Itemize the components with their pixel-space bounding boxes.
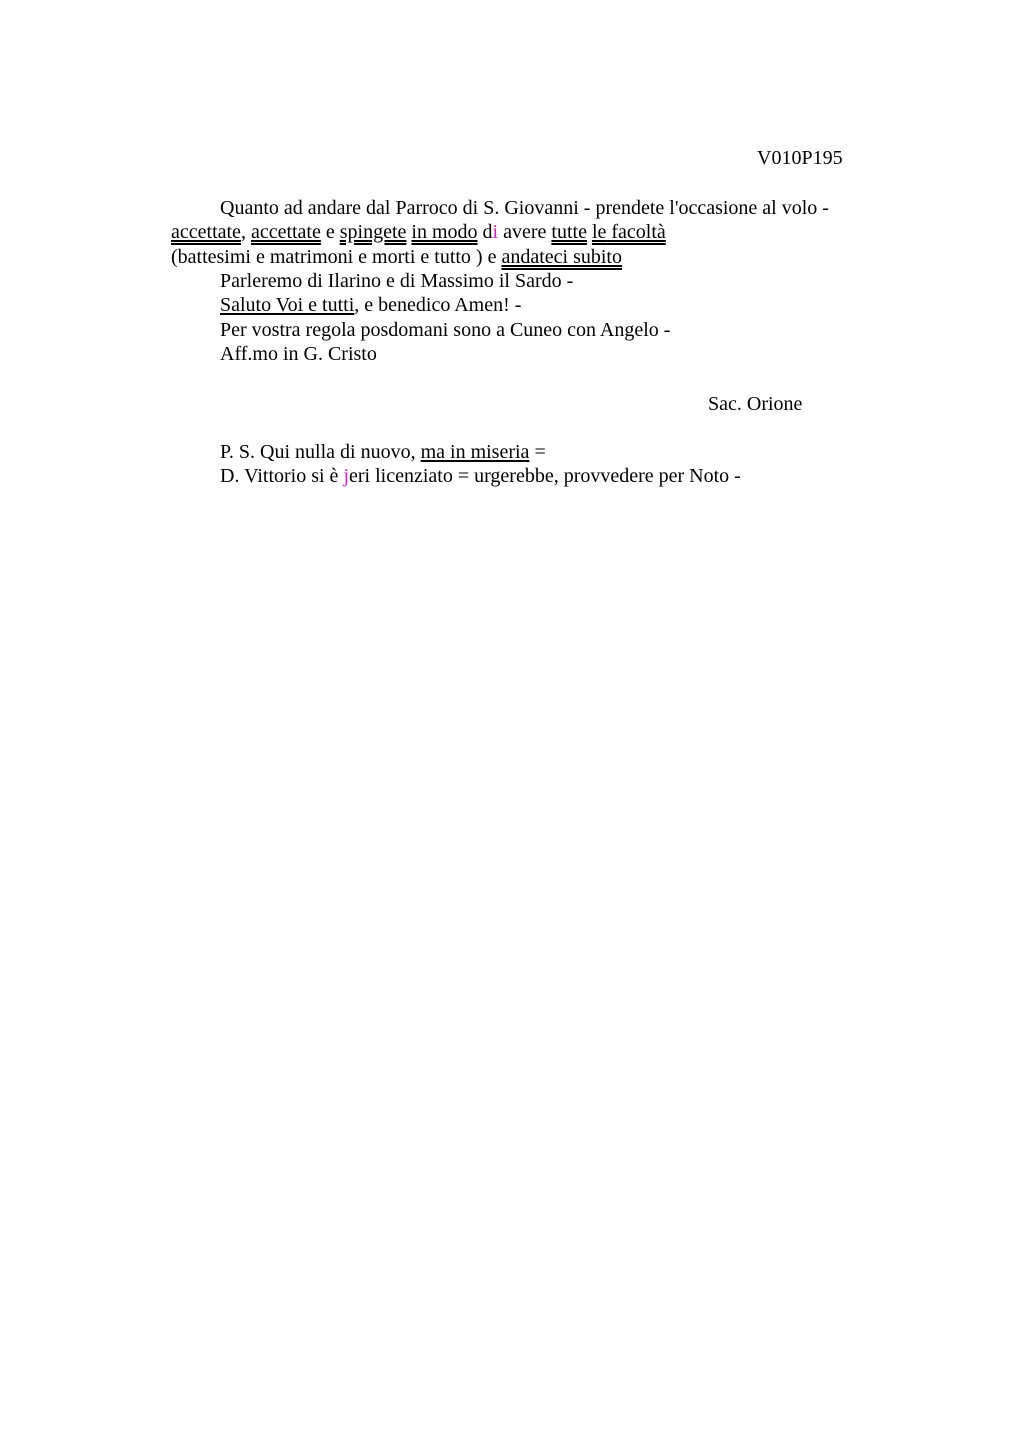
letter-line-6: Per vostra regola posdomani sono a Cuneo con Angelo - (220, 319, 671, 341)
double-underlined-word: spingete (339, 221, 407, 243)
double-underlined-phrase: andateci subito (501, 246, 622, 268)
underlined-phrase: ma in miseria (420, 441, 530, 463)
double-underlined-word: facoltà (606, 221, 666, 243)
text-fragment: avere (498, 221, 552, 243)
underlined-phrase: Saluto Voi e tutti (220, 294, 355, 316)
signature: Sac. Orione (708, 393, 803, 415)
double-underlined-word: le (591, 221, 607, 243)
inserted-letter: j (343, 465, 349, 487)
text-fragment: D. Vittorio si è (220, 465, 344, 487)
text-fragment: , (240, 221, 251, 243)
document-reference: V010P195 (757, 147, 843, 169)
text-fragment: , e benedico Amen! - (354, 294, 522, 316)
text-fragment: P. S. Qui nulla di nuovo, (220, 441, 421, 463)
text-fragment: = (529, 441, 546, 463)
letter-line-4: Parleremo di Ilarino e di Massimo il Sardo - (220, 270, 574, 292)
letter-line-5 (220, 293, 521, 317)
text-fragment: d (477, 221, 493, 243)
double-underlined-word: tutte (551, 221, 587, 243)
postscript-line-1 (220, 440, 546, 464)
double-underlined-word: accettate (250, 221, 321, 243)
text-fragment: eri licenziato = urgerebbe, provvedere per Noto - (349, 465, 741, 487)
inserted-letter: i (492, 221, 499, 243)
closing-line: Aff.mo in G. Cristo (220, 343, 377, 365)
postscript-line-2 (220, 464, 741, 488)
text-fragment: e (320, 221, 340, 243)
text-fragment: (battesimi e matrimoni e morti e tutto ) e (171, 246, 502, 268)
paragraph-line-2 (171, 220, 666, 244)
paragraph-line-1: Quanto ad andare dal Parroco di S. Giovanni - prendete l'occasione al volo - (220, 197, 829, 219)
double-underlined-word: in modo (411, 221, 478, 243)
double-underlined-word: accettate (171, 221, 241, 243)
paragraph-line-3 (171, 245, 622, 269)
